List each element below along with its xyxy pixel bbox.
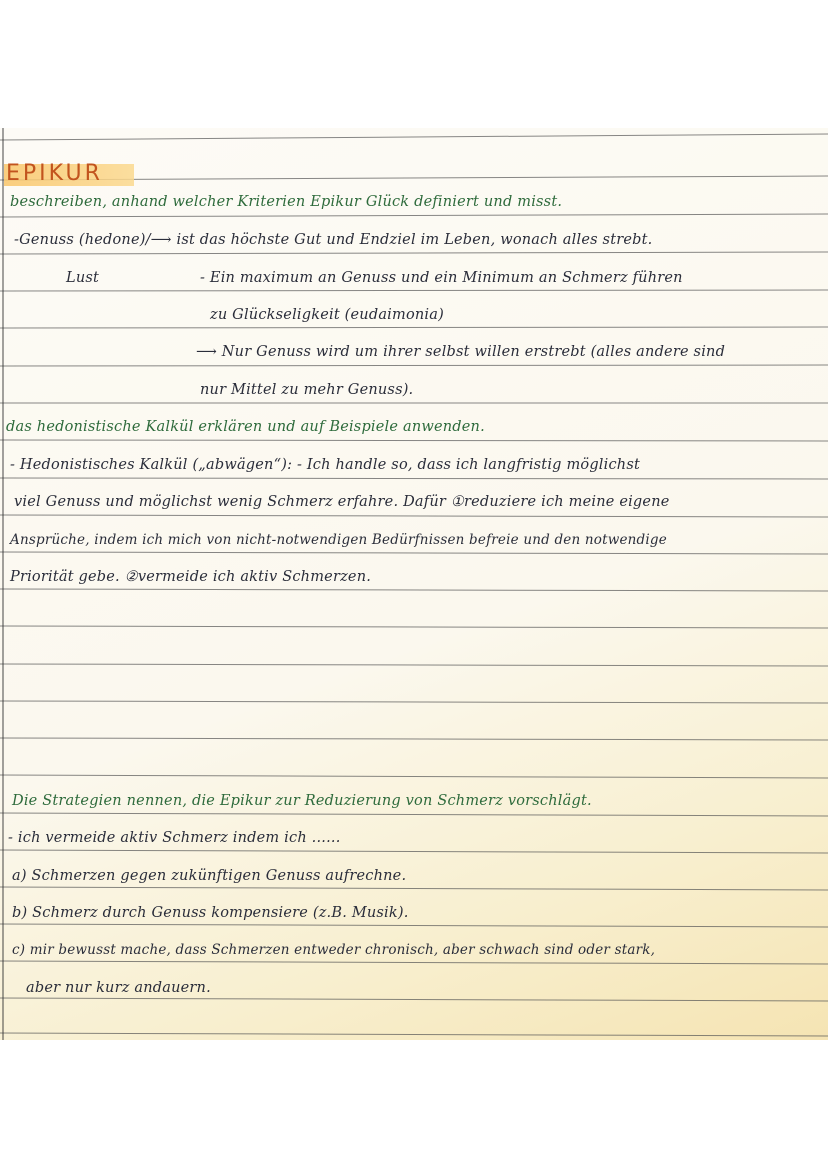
section3-line-2: a) Schmerzen gegen zukünftigen Genuss aufrechne. [12,868,407,884]
section2-line-1: - Hedonistisches Kalkül („abwägen“): - Ich handle so, dass ich langfristig möglichst [10,457,641,473]
section1-line-2: - Ein maximum an Genuss und ein Minimum an Schmerz führen [200,270,683,286]
page-title: EPIKUR [6,161,103,186]
section2-line-2: viel Genuss und möglichst wenig Schmerz erfahre. Dafür ①reduziere ich meine eigene [14,494,670,510]
section2-heading: das hedonistische Kalkül erklären und auf Beispiele anwenden. [6,419,485,435]
section1-heading: beschreiben, anhand welcher Kriterien Epikur Glück definiert und misst. [10,194,563,210]
section3-heading: Die Strategien nennen, die Epikur zur Reduzierung von Schmerz vorschlägt. [12,793,592,809]
section2-line-4: Priorität gebe. ②vermeide ich aktiv Schmerzen. [10,569,372,585]
section1-line-3: zu Glückseligkeit (eudaimonia) [210,307,444,323]
notebook-page [0,128,828,1040]
section1-line-5: nur Mittel zu mehr Genuss). [200,382,414,398]
section3-line-4: c) mir bewusst mache, dass Schmerzen entweder chronisch, aber schwach sind oder stark, [12,942,656,958]
section1-side-label: Lust [66,270,100,286]
section3-line-1: - ich vermeide aktiv Schmerz indem ich ...... [8,830,341,846]
section3-line-5: aber nur kurz andauern. [26,980,211,996]
section2-line-3: Ansprüche, indem ich mich von nicht-notwendigen Bedürfnissen befreie und den notwendige [10,532,667,548]
section3-line-3: b) Schmerz durch Genuss kompensiere (z.B. Musik). [12,905,409,921]
section1-line-4: ⟶ Nur Genuss wird um ihrer selbst willen erstrebt (alles andere sind [196,344,726,360]
section1-line-1: -Genuss (hedone)/⟶ ist das höchste Gut und Endziel im Leben, wonach alles strebt. [14,232,653,248]
